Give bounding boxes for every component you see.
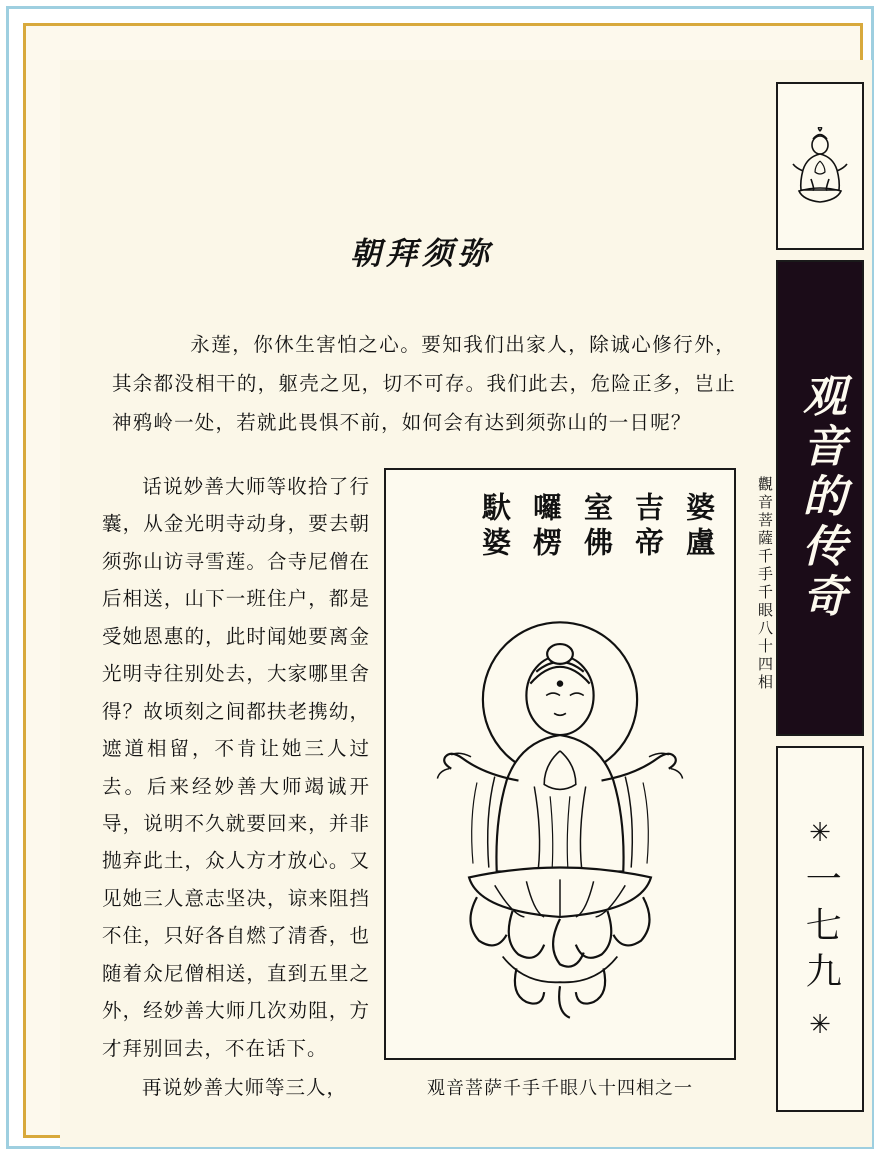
- seated-guanyin-on-lotus-icon: [386, 590, 734, 1060]
- mantra-column-4: 囉楞: [529, 492, 563, 562]
- outer-frame: [6, 6, 874, 1149]
- mantra-text: [400, 492, 720, 562]
- mantra-column-5: 馱婆: [478, 492, 512, 562]
- figure-illustration: [384, 468, 736, 1060]
- spine-seal-box: [776, 82, 864, 250]
- flower-ornament-bottom-icon: ✳: [809, 1010, 831, 1040]
- figure-column: [384, 468, 774, 1106]
- body-paragraph-1: [102, 468, 370, 1067]
- spine-page-box: [776, 746, 864, 1112]
- body-paragraph-2-text: 再说妙善大师等三人，: [142, 1076, 348, 1099]
- page-sheet: [60, 60, 872, 1147]
- figure-side-label: 觀音菩薩千手千眼八十四相: [756, 476, 774, 692]
- figure-caption: 观音菩萨千手千眼八十四相之一: [427, 1078, 693, 1099]
- page-content: [102, 86, 774, 1116]
- page-title: 朝拜须弥: [350, 236, 494, 272]
- flower-ornament-top-icon: ✳: [809, 818, 831, 848]
- lead-paragraph-text: 永莲，你休生害怕之心。要知我们出家人，除诚心修行外，其余都没相干的，躯壳之见，切不可存。我们此去，危险正多，岂止神鸦岭一处，若就此畏惧不前，如何会有达到须弥山的一日呢？: [112, 333, 736, 434]
- mantra-column-2: 吉帝: [631, 492, 665, 562]
- book-spine: [776, 82, 864, 1118]
- page-number: 一七九: [800, 860, 842, 998]
- book-title: 观音的传奇: [794, 373, 846, 623]
- body-and-figure: [102, 468, 774, 1106]
- mantra-column-3: 室佛: [580, 492, 614, 562]
- guanyin-seal-icon: [791, 127, 849, 205]
- body-paragraph-1-text: 话说妙善大师等收拾了行囊，从金光明寺动身，要去朝须弥山访寻雪莲。合寺尼僧在后相送，山下一班住户，都是受她恩惠的，此时闻她要离金光明寺往别处去，大家哪里舍得？故顷刻之间都扶老携幼，遮道相留，不肯让她三人过去。后来经妙善大师竭诚开导，说明不久就要回来，并非抛弃此土，众人方才放心。又见她三人意志坚决，谅来阻挡不住，只好各自燃了清香，也随着众尼僧相送，直到五里之外，经妙善大师几次劝阻，方才拜别回去，不在话下。: [102, 475, 370, 1060]
- body-paragraph-2: [102, 1069, 370, 1106]
- inner-frame: [23, 23, 863, 1138]
- spine-title-box: [776, 260, 864, 736]
- mantra-column-1: 婆盧: [682, 492, 716, 562]
- body-text-column: [102, 468, 370, 1106]
- lead-paragraph: [102, 325, 742, 442]
